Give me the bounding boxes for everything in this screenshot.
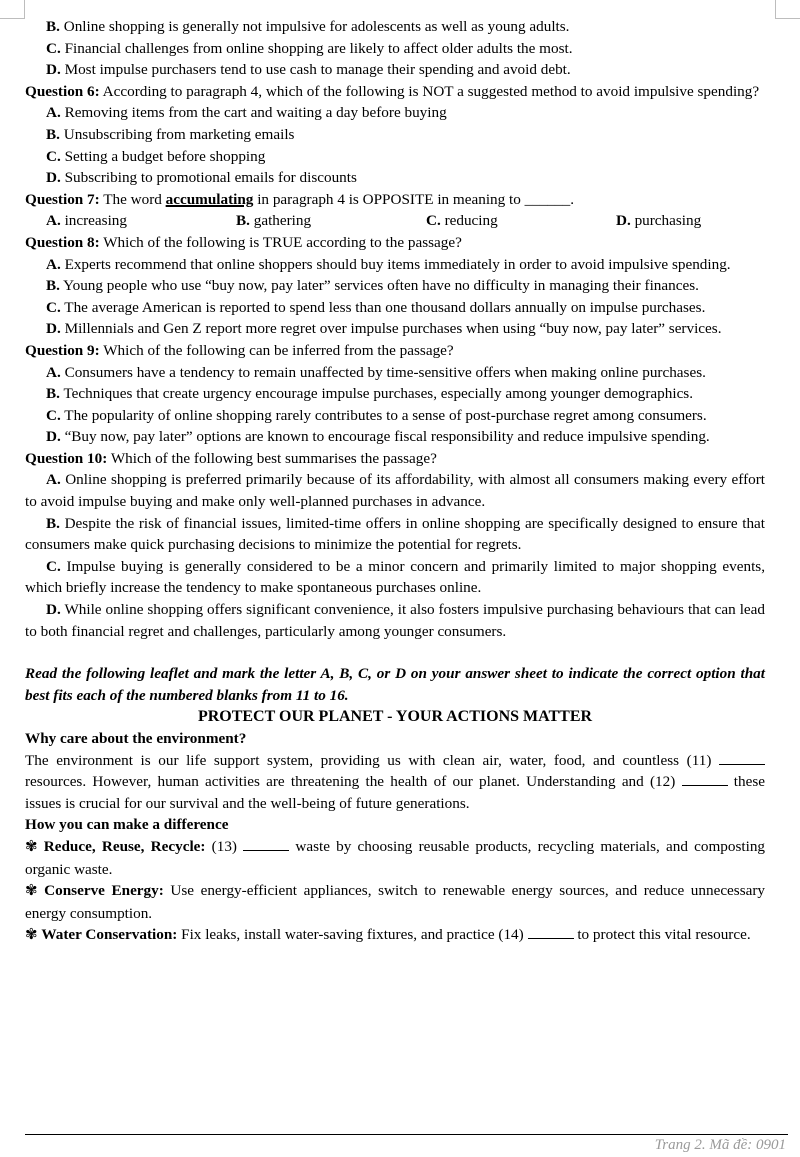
q5-option-b: B. Online shopping is generally not impulsive for adolescents as well as young adults. xyxy=(46,18,570,35)
q10-stem: Question 10: Which of the following best summarises the passage? xyxy=(25,449,437,467)
q8-option-c: C. The average American is reported to spend less than one thousand dollars annually on impulse purchases. xyxy=(46,298,706,316)
q7-option-b: B. gathering xyxy=(236,212,312,230)
q7-option-d: D. purchasing xyxy=(616,212,702,230)
q9-option-d: D. “Buy now, pay later” options are known to encourage fiscal responsibility and reduce impulsive spending. xyxy=(46,428,710,446)
flower-bullet-icon: ✾ xyxy=(25,927,38,944)
blank-12 xyxy=(682,771,728,786)
q7-option-c: C. reducing xyxy=(426,212,498,230)
q6-option-b: B. Unsubscribing from marketing emails xyxy=(46,125,295,143)
leaflet-item-energy: ✾ Conserve Energy: Use energy-efficient appliances, switch to renewable energy sources, and reduce unnecessary energy consumption. xyxy=(25,882,766,922)
leaflet-title: PROTECT OUR PLANET - YOUR ACTIONS MATTER xyxy=(197,708,593,726)
blank-13 xyxy=(243,836,289,851)
q9-option-a: A. Consumers have a tendency to remain unaffected by time-sensitive offers when making online purchases. xyxy=(46,363,706,381)
blank-14 xyxy=(528,924,574,939)
q6-stem: Question 6: According to paragraph 4, which of the following is NOT a suggested method to avoid impulsive spending? xyxy=(25,82,760,100)
q8-stem: Question 8: Which of the following is TRUE according to the passage? xyxy=(25,233,462,251)
leaflet-item-water: ✾ Water Conservation: Fix leaks, install water-saving fixtures, and practice (14) to protect this vital resource. xyxy=(25,926,751,944)
flower-bullet-icon: ✾ xyxy=(25,838,38,855)
q5-option-c: C. Financial challenges from online shopping are likely to affect older adults the most. xyxy=(46,39,573,57)
leaflet-heading-why: Why care about the environment? xyxy=(25,730,247,747)
q7-option-a: A. increasing xyxy=(46,212,127,230)
q10-option-b: B. Despite the risk of financial issues, limited-time offers in online shopping are specifically designed to ensure that consumers make quick purchasing decisions to minimize the potential for regrets. xyxy=(25,514,766,554)
page-footer: Trang 2. Mã đề: 0901 xyxy=(654,1137,786,1153)
q8-option-d: D. Millennials and Gen Z report more regret over impulse purchases when using “buy now, pay later” services. xyxy=(46,320,722,338)
q6-option-a: A. Removing items from the cart and waiting a day before buying xyxy=(46,104,447,122)
document-page xyxy=(25,16,765,947)
q7-keyword: accumulating xyxy=(165,190,254,208)
q7-stem: Question 7: The word accumulating in paragraph 4 is OPPOSITE in meaning to ______. xyxy=(25,190,574,208)
q8-option-b: B. Young people who use “buy now, pay later” services often have no difficulty in managing their finances. xyxy=(46,277,699,295)
leaflet-instructions: Read the following leaflet and mark the letter A, B, C, or D on your answer sheet to indicate the correct option that best fits each of the numbered blanks from 11 to 16. xyxy=(25,665,765,704)
leaflet-item-recycle: ✾ Reduce, Reuse, Recycle: (13) waste by choosing reusable products, recycling materials, and composting organic waste. xyxy=(25,837,766,878)
q10-option-d: D. While online shopping offers significant convenience, it also fosters impulsive purchasing behaviours that can lead to both financial regret and challenges, particularly among younger consumers. xyxy=(25,601,765,640)
q6-option-d: D. Subscribing to promotional emails for discounts xyxy=(46,169,357,187)
leaflet-paragraph-1: The environment is our life support system, providing us with clean air, water, food, and countless (11) resources. However, human activities are threatening the health of our planet. Understanding and (12) these issues is crucial for our survival and the well-being of future generations. xyxy=(25,751,766,812)
q10-option-c: C. Impulse buying is generally considered to be a minor concern and primarily limited to major shopping events, which briefly increase the tendency to make spontaneous purchases online. xyxy=(25,557,766,597)
q8-option-a: A. Experts recommend that online shoppers should buy items immediately in order to avoid impulsive spending. xyxy=(46,255,731,273)
q5-option-d: D. Most impulse purchasers tend to use cash to manage their spending and avoid debt. xyxy=(46,61,571,79)
q7-options xyxy=(25,210,765,232)
leaflet-heading-how: How you can make a difference xyxy=(25,816,229,834)
flower-bullet-icon: ✾ xyxy=(25,883,38,900)
page-corner-mark-left xyxy=(0,0,25,19)
blank-11 xyxy=(719,750,765,765)
q6-option-c: C. Setting a budget before shopping xyxy=(46,147,266,165)
q9-stem: Question 9: Which of the following can be inferred from the passage? xyxy=(25,341,454,359)
page-corner-mark-right xyxy=(775,0,800,19)
q9-option-c: C. The popularity of online shopping rarely contributes to a sense of post-purchase regret among consumers. xyxy=(46,406,707,424)
q10-option-a: A. Online shopping is preferred primarily because of its affordability, with almost all consumers making every effort to avoid impulse buying and make only well-planned purchases in advance. xyxy=(25,471,766,511)
q9-option-b: B. Techniques that create urgency encourage impulse purchases, especially among younger demographics. xyxy=(46,385,694,403)
